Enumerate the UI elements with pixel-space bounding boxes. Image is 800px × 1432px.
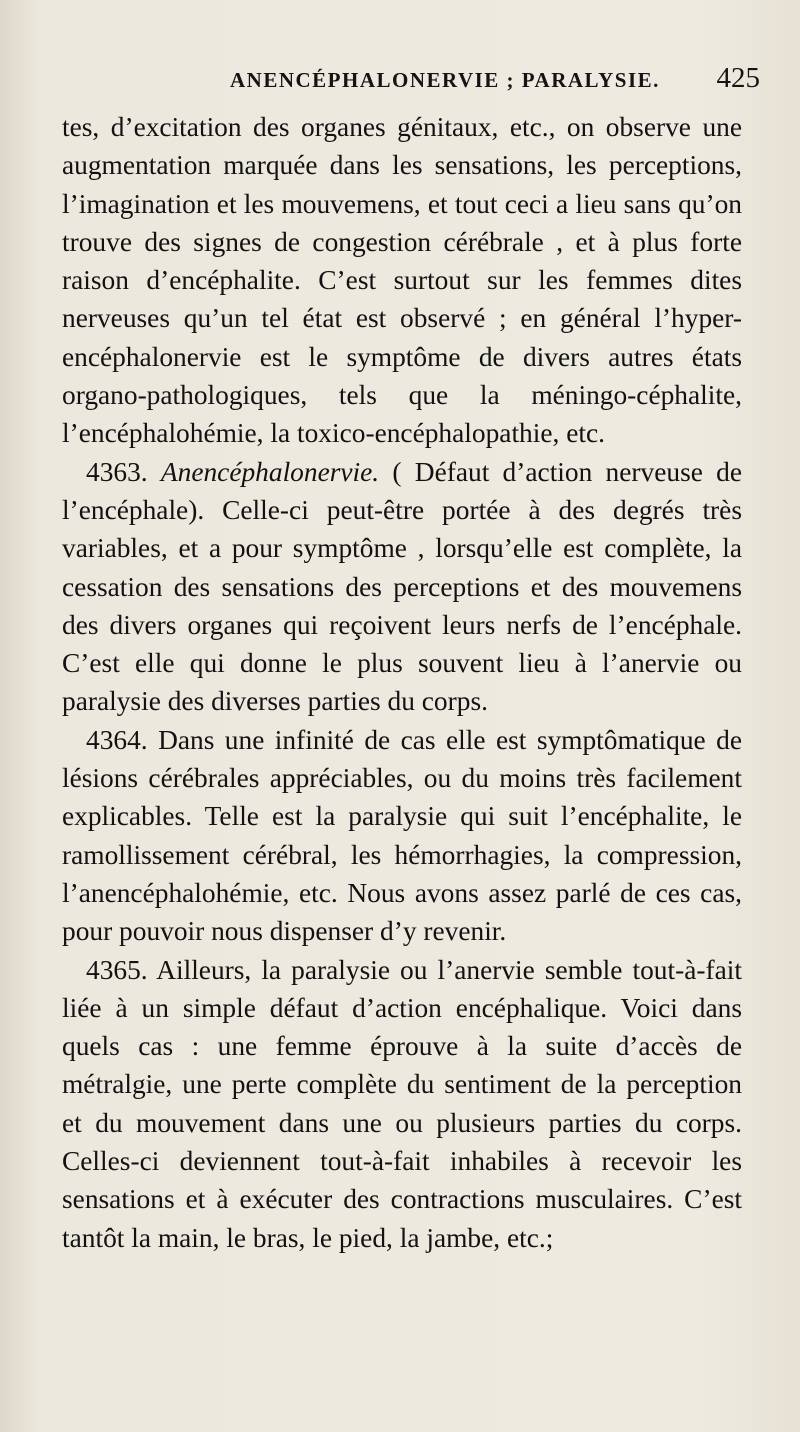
paragraph-text: tes, d’excitation des organes génitaux, etc., on observe une augmentation marquée dans les sensations, les perceptions, l’imagination et les mouvemens, et tout ceci a lieu sans qu’on trouve des signes de congestion cérébrale , et à plus forte raison d’encéphalite. C’est surtout sur les femmes dites nerveuses qu’un tel état est observé ; en général l’hyper-encéphalonervie est le symptôme de divers autres états organo-pathologiques, tels que la méningo-céphalite, l’encéphalohémie, la toxico-encéphalopathie, etc. [62,112,742,449]
paragraph-number: 4364. [86,724,148,755]
paragraph-term: Anencéphalonervie. [160,456,380,487]
paragraph-text: Dans une infinité de cas elle est symptômatique de lésions cérébrales appréciables, ou du moins très facilement explicables. Telle est la paralysie qui suit l’encéphalite, le ramollissement cérébral, les hémorrhagies, la compression, l’anencéphalohémie, etc. Nous avons assez parlé de ces cas, pour pouvoir nous dispenser d’y revenir. [62,724,742,947]
paragraph-4364 [62,721,742,951]
page-header [230,62,760,102]
paragraph-number: 4365. [86,954,148,985]
paragraph-text: Ailleurs, la paralysie ou l’anervie semble tout-à-fait liée à un simple défaut d’action encéphalique. Voici dans quels cas : une femme éprouve à la suite d’accès de métralgie, une perte complète du sentiment de la perception et du mouvement dans une ou plusieurs parties du corps. Celles-ci deviennent tout-à-fait inhabiles à recevoir les sensations et à exécuter des contractions musculaires. C’est tantôt la main, le bras, le pied, la jambe, etc.; [62,954,742,1253]
paragraph-4363 [62,453,742,721]
paragraph-continuation [62,108,742,453]
page-number: 425 [716,62,760,94]
running-title: ANENCÉPHALONERVIE ; PARALYSIE. [230,68,660,92]
body-text [62,108,742,1257]
paragraph-text: ( Défaut d’action nerveuse de l’encéphale). Celle-ci peut-être portée à des degrés très variables, et a pour symptôme , lorsqu’elle est complète, la cessation des sensations des perceptions et des mouvemens des divers organes qui reçoivent leurs nerfs de l’encéphale. C’est elle qui donne le plus souvent lieu à l’anervie ou paralysie des diverses parties du corps. [62,456,742,717]
paragraph-number: 4363. [86,456,148,487]
paragraph-4365 [62,951,742,1257]
